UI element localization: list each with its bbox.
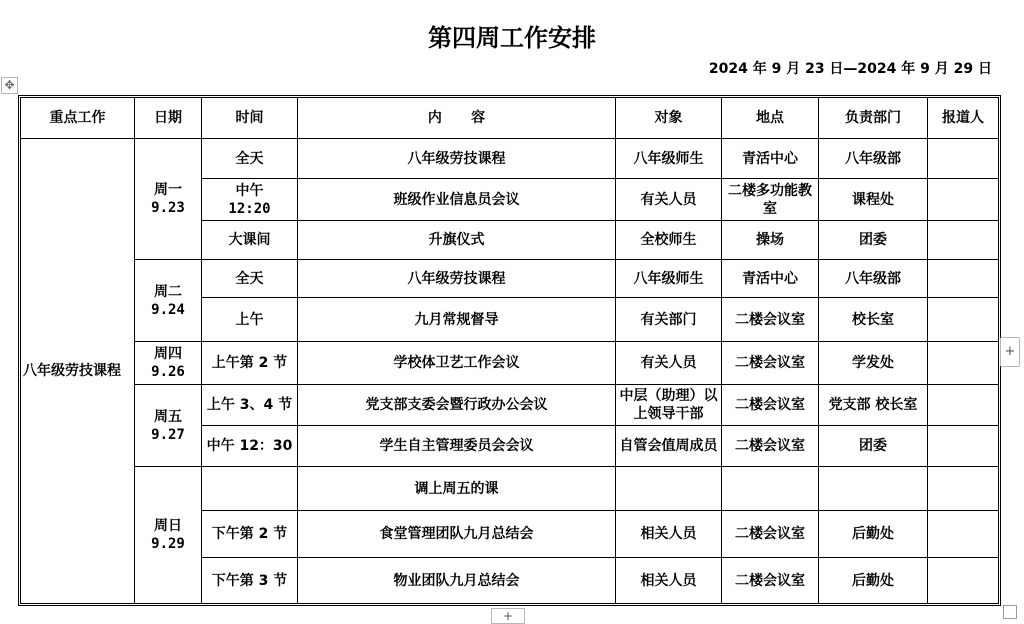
place-cell[interactable]: 青活中心: [722, 139, 819, 179]
day-cell-fri[interactable]: [135, 385, 202, 467]
time-cell[interactable]: [202, 467, 298, 511]
day-cell-sun[interactable]: [135, 467, 202, 604]
day-cell-thu[interactable]: [135, 342, 202, 385]
header-reporter[interactable]: 报道人: [928, 98, 999, 139]
dept-cell[interactable]: 八年级部: [819, 260, 928, 298]
add-row-plus-icon[interactable]: +: [491, 608, 525, 624]
content-cell[interactable]: 物业团队九月总结会: [298, 558, 616, 604]
time-cell[interactable]: 上午第 2 节: [202, 342, 298, 385]
dept-cell[interactable]: 党支部 校长室: [819, 385, 928, 426]
reporter-cell[interactable]: [928, 139, 999, 179]
header-date[interactable]: 日期: [135, 98, 202, 139]
table-move-handle-icon[interactable]: ✥: [1, 77, 18, 94]
header-content[interactable]: 内 容: [298, 98, 616, 139]
focus-work-cell[interactable]: 八年级劳技课程: [21, 139, 135, 604]
target-cell[interactable]: 有关部门: [616, 298, 722, 342]
target-cell[interactable]: 有关人员: [616, 342, 722, 385]
place-cell[interactable]: 二楼会议室: [722, 558, 819, 604]
content-cell[interactable]: 升旗仪式: [298, 221, 616, 260]
date-range: 2024 年 9 月 23 日—2024 年 9 月 29 日: [708, 61, 992, 77]
day-name: 周二: [154, 283, 182, 300]
dept-cell[interactable]: 八年级部: [819, 139, 928, 179]
place-cell[interactable]: 二楼会议室: [722, 511, 819, 558]
time-value: 12:20: [228, 200, 271, 217]
content-cell[interactable]: 调上周五的课: [298, 467, 616, 511]
reporter-cell[interactable]: [928, 221, 999, 260]
content-cell[interactable]: 食堂管理团队九月总结会: [298, 511, 616, 558]
day-name: 周日: [154, 518, 182, 534]
header-row: [21, 98, 999, 139]
reporter-cell[interactable]: [928, 426, 999, 467]
header-target[interactable]: 对象: [616, 98, 722, 139]
table-row: [21, 342, 999, 385]
dept-cell[interactable]: 团委: [819, 221, 928, 260]
day-date: 9.26: [151, 364, 185, 380]
schedule-table-frame: [18, 95, 1001, 606]
target-cell[interactable]: 八年级师生: [616, 139, 722, 179]
document-title: 第四周工作安排: [428, 24, 596, 52]
dept-cell[interactable]: 团委: [819, 426, 928, 467]
place-cell[interactable]: 青活中心: [722, 260, 819, 298]
dept-cell[interactable]: 课程处: [819, 179, 928, 221]
reporter-cell[interactable]: [928, 179, 999, 221]
time-cell[interactable]: 大课间: [202, 221, 298, 260]
target-cell[interactable]: 八年级师生: [616, 260, 722, 298]
place-cell[interactable]: 二楼会议室: [722, 426, 819, 467]
time-label: 中午: [235, 182, 264, 199]
header-time[interactable]: 时间: [202, 98, 298, 139]
target-cell[interactable]: 有关人员: [616, 179, 722, 221]
add-column-plus-icon[interactable]: +: [1000, 337, 1020, 367]
day-date: 9.27: [151, 426, 185, 443]
header-dept[interactable]: 负责部门: [819, 98, 928, 139]
table-row: [21, 139, 999, 179]
time-cell[interactable]: 上午 3、4 节: [202, 385, 298, 426]
place-cell[interactable]: 操场: [722, 221, 819, 260]
dept-cell[interactable]: 后勤处: [819, 558, 928, 604]
time-cell[interactable]: 中午 12：30: [202, 426, 298, 467]
time-cell[interactable]: 下午第 2 节: [202, 511, 298, 558]
reporter-cell[interactable]: [928, 467, 999, 511]
target-cell[interactable]: 全校师生: [616, 221, 722, 260]
day-date: 9.24: [151, 301, 185, 318]
target-cell[interactable]: 相关人员: [616, 511, 722, 558]
header-place[interactable]: 地点: [722, 98, 819, 139]
reporter-cell[interactable]: [928, 298, 999, 342]
day-cell-mon[interactable]: [135, 139, 202, 260]
reporter-cell[interactable]: [928, 342, 999, 385]
day-name: 周五: [154, 408, 182, 425]
reporter-cell[interactable]: [928, 558, 999, 604]
place-cell[interactable]: 二楼多功能教室: [722, 179, 819, 221]
dept-cell[interactable]: [819, 467, 928, 511]
day-name: 周一: [154, 182, 182, 198]
content-cell[interactable]: 班级作业信息员会议: [298, 179, 616, 221]
target-cell[interactable]: 自管会值周成员: [616, 426, 722, 467]
dept-cell[interactable]: 后勤处: [819, 511, 928, 558]
content-cell[interactable]: 学生自主管理委员会会议: [298, 426, 616, 467]
time-cell[interactable]: 全天: [202, 139, 298, 179]
dept-cell[interactable]: 学发处: [819, 342, 928, 385]
reporter-cell[interactable]: [928, 511, 999, 558]
day-cell-tue[interactable]: [135, 260, 202, 342]
reporter-cell[interactable]: [928, 260, 999, 298]
time-cell[interactable]: [202, 179, 298, 221]
content-cell[interactable]: 八年级劳技课程: [298, 260, 616, 298]
content-cell[interactable]: 八年级劳技课程: [298, 139, 616, 179]
table-row: [21, 260, 999, 298]
content-cell[interactable]: 学校体卫艺工作会议: [298, 342, 616, 385]
content-cell[interactable]: 九月常规督导: [298, 298, 616, 342]
content-cell[interactable]: 党支部支委会暨行政办公会议: [298, 385, 616, 426]
place-cell[interactable]: [722, 467, 819, 511]
place-cell[interactable]: 二楼会议室: [722, 298, 819, 342]
place-cell[interactable]: 二楼会议室: [722, 342, 819, 385]
day-date: 9.29: [151, 536, 185, 552]
day-name: 周四: [154, 346, 182, 362]
target-cell[interactable]: [616, 467, 722, 511]
table-row: [21, 467, 999, 511]
time-cell[interactable]: 上午: [202, 298, 298, 342]
time-cell[interactable]: 下午第 3 节: [202, 558, 298, 604]
dept-cell[interactable]: 校长室: [819, 298, 928, 342]
reporter-cell[interactable]: [928, 385, 999, 426]
table-row: [21, 385, 999, 426]
header-focus-work[interactable]: 重点工作: [21, 98, 135, 139]
time-cell[interactable]: 全天: [202, 260, 298, 298]
schedule-table: [20, 97, 999, 604]
table-resize-handle-icon[interactable]: [1003, 605, 1017, 619]
day-date: 9.23: [151, 200, 185, 216]
target-cell[interactable]: 相关人员: [616, 558, 722, 604]
place-cell[interactable]: 二楼会议室: [722, 385, 819, 426]
target-cell[interactable]: 中层（助理）以上领导干部: [616, 385, 722, 426]
